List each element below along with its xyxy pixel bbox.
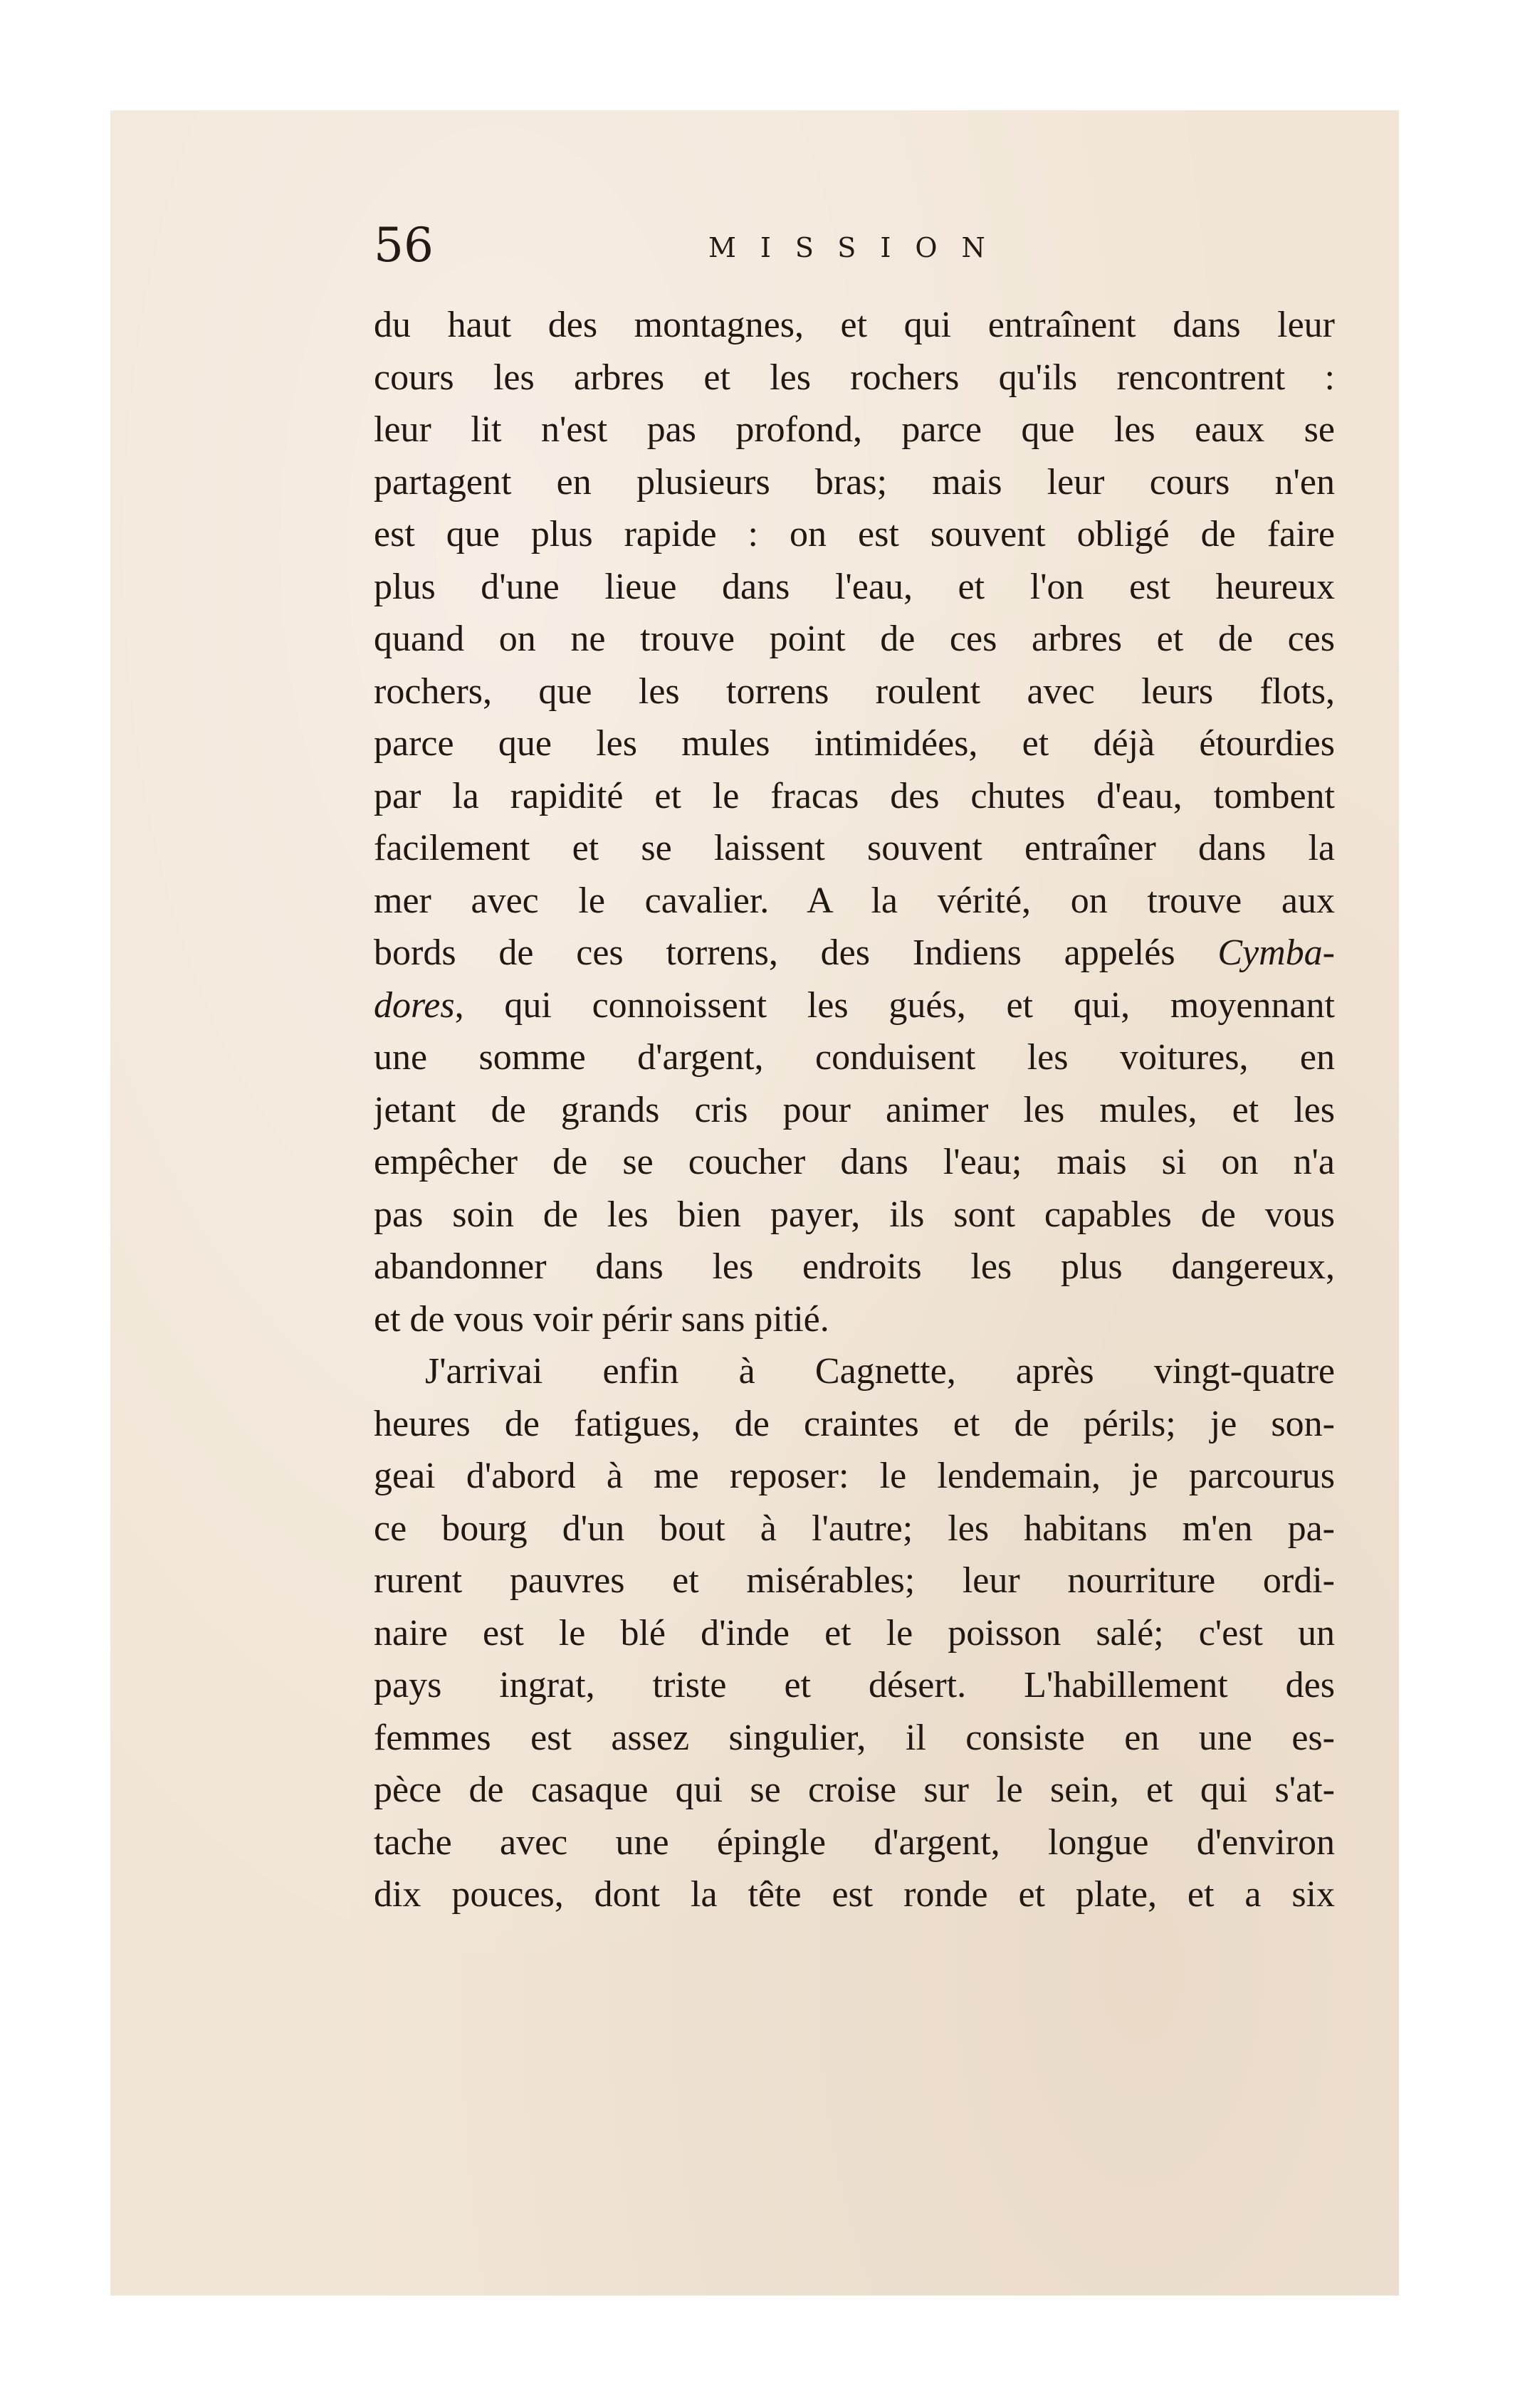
running-title: MISSION [708,232,1010,263]
text-line [374,927,1335,979]
text-line: mer avec le cavalier. A la vérité, on trouve aux [374,880,1335,921]
text-line [374,979,1335,1032]
text-line: plus d'une lieue dans l'eau, et l'on est heureux [374,566,1335,607]
text-line: naire est le blé d'inde et le poisson salé; c'est un [374,1612,1335,1653]
text-segment: , qui connoissent les gués, et qui, moyennant [454,984,1335,1026]
text-line: et de vous voir périr sans pitié. [374,1298,829,1340]
text-line: est que plus rapide : on est souvent obligé de faire [374,514,1335,554]
page-header [374,217,1335,281]
body-text [374,299,1335,1921]
text-line: rochers, que les torrens roulent avec leurs flots, [374,671,1335,712]
text-line: pas soin de les bien payer, ils sont capables de vous [374,1194,1335,1235]
text-line: pays ingrat, triste et désert. L'habillement des [374,1665,1335,1705]
text-line: pèce de casaque qui se croise sur le sein, et qui s'at- [374,1770,1335,1810]
text-line: heures de fatigues, de craintes et de périls; je son- [374,1403,1335,1444]
text-line: parce que les mules intimidées, et déjà étourdies [374,723,1335,764]
text-line: abandonner dans les endroits les plus dangereux, [374,1246,1335,1287]
text-line: partagent en plusieurs bras; mais leur cours n'en [374,461,1335,503]
text-line: tache avec une épingle d'argent, longue d'environ [374,1821,1335,1863]
text-line: empêcher de se coucher dans l'eau; mais si on n'a [374,1142,1335,1182]
text-line: quand on ne trouve point de ces arbres et de ces [374,619,1335,659]
text-line: une somme d'argent, conduisent les voitures, en [374,1037,1335,1078]
text-line: dix pouces, dont la tête est ronde et plate, et a six [374,1874,1335,1915]
text-line: geai d'abord à me reposer: le lendemain, je parcourus [374,1456,1335,1496]
text-line: ce bourg d'un bout à l'autre; les habitans m'en pa- [374,1508,1335,1549]
page-number: 56 [374,218,434,273]
text-line: cours les arbres et les rochers qu'ils rencontrent : [374,357,1335,398]
text-line: J'arrivai enfin à Cagnette, après vingt-quatre [425,1351,1335,1392]
text-line: leur lit n'est pas profond, parce que les eaux se [374,409,1335,450]
text-line: du haut des montagnes, et qui entraînent dans leur [374,305,1335,345]
text-segment: bords de ces torrens, des Indiens appelés [374,932,1218,973]
text-line: rurent pauvres et misérables; leur nourriture ordi- [374,1560,1335,1601]
italic-term: Cymba- [1217,932,1335,973]
text-line: facilement et se laissent souvent entraîner dans la [374,828,1335,868]
italic-term: dores [374,984,455,1026]
text-line: femmes est assez singulier, il consiste en une es- [374,1717,1335,1758]
text-line: par la rapidité et le fracas des chutes d'eau, tombent [374,775,1335,816]
text-line: jetant de grands cris pour animer les mules, et les [374,1089,1335,1130]
